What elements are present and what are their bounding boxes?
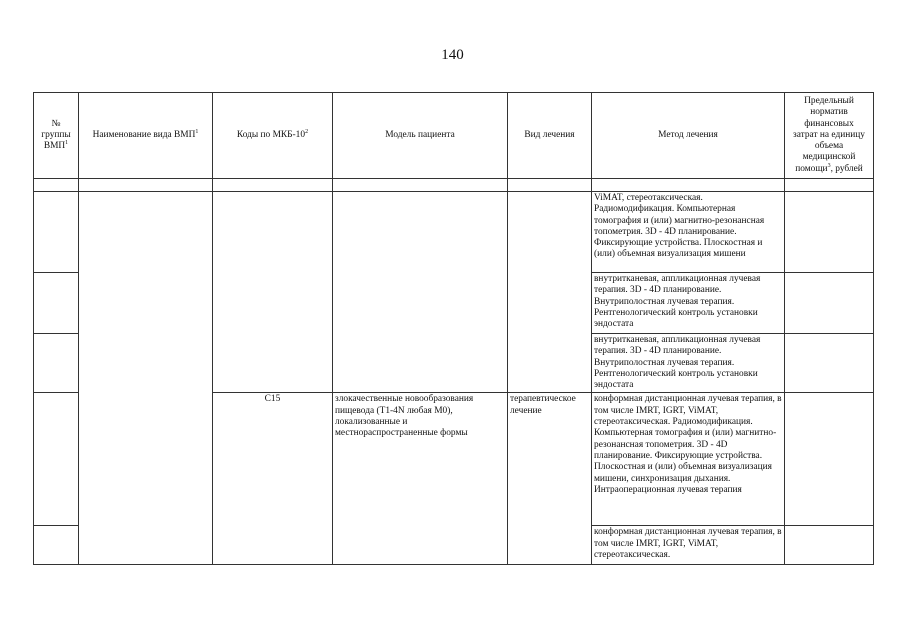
cost-norm-cell: [785, 526, 874, 565]
group-number-cell: [34, 334, 79, 393]
header-patient-model: Модель пациента: [333, 93, 508, 179]
header-group-number: № группы ВМП$^1$: [34, 93, 79, 179]
cost-norm-cell: [785, 192, 874, 273]
treatment-method-cell: ViMAT, стереотаксическая. Радиомодификация. Компьютерная томография и (или) магнитно-резонансная топометрия. 3D - 4D планирование. Фиксирующие устройства. Плоскостная и (или) объемная визуализация мишени: [592, 192, 785, 273]
page-number: 140: [441, 47, 464, 63]
vmp-name-cell: [79, 192, 213, 565]
table-header-row: [34, 93, 874, 179]
header-cost-norm: Предельный норматив финансовых затрат на единицу объема медицинской помощи$^3$, рублей: [785, 93, 874, 179]
column-number-row: [34, 179, 874, 192]
cost-norm-cell: [785, 393, 874, 526]
group-number-cell: [34, 526, 79, 565]
header-treatment-method: Метод лечения: [592, 93, 785, 179]
treatment-method-cell: внутритканевая, аппликационная лучевая терапия. 3D - 4D планирование. Внутриполостная лучевая терапия. Рентгенологический контроль установки эндостата: [592, 334, 785, 393]
treatment-type-cell: [508, 192, 592, 393]
vmp-table: [33, 92, 874, 565]
icd-code-cell: C15: [213, 393, 333, 565]
header-vmp-name: Наименование вида ВМП$^1$: [79, 93, 213, 179]
cost-norm-cell: [785, 273, 874, 334]
treatment-method-cell: внутритканевая, аппликационная лучевая терапия. 3D - 4D планирование. Внутриполостная лучевая терапия. Рентгенологический контроль установки эндостата: [592, 273, 785, 334]
patient-model-cell: злокачественные новообразования пищевода (Т1-4N любая М0), локализованные и местнораспространенные формы: [333, 393, 508, 565]
treatment-type-cell: терапевтическое лечение: [508, 393, 592, 565]
table-row: [34, 192, 874, 273]
cost-norm-cell: [785, 334, 874, 393]
treatment-method-cell: конформная дистанционная лучевая терапия, в том числе IMRT, IGRT, ViMAT, стереотаксическая. Радиомодификация. Компьютерная томография и (или) магнитно-резонансная топометрия. 3D - 4D планирование. Фиксирующие устройства. Плоскостная и (или) объемная визуализация мишени, синхронизация дыхания. Интраоперационная лучевая терапия: [592, 393, 785, 526]
treatment-method-cell: конформная дистанционная лучевая терапия, в том числе IMRT, IGRT, ViMAT, стереотаксическая.: [592, 526, 785, 565]
header-icd-codes: Коды по МКБ-$10^2$: [213, 93, 333, 179]
header-treatment-type: Вид лечения: [508, 93, 592, 179]
group-number-cell: [34, 273, 79, 334]
group-number-cell: [34, 192, 79, 273]
icd-code-cell: [213, 192, 333, 393]
patient-model-cell: [333, 192, 508, 393]
group-number-cell: [34, 393, 79, 526]
